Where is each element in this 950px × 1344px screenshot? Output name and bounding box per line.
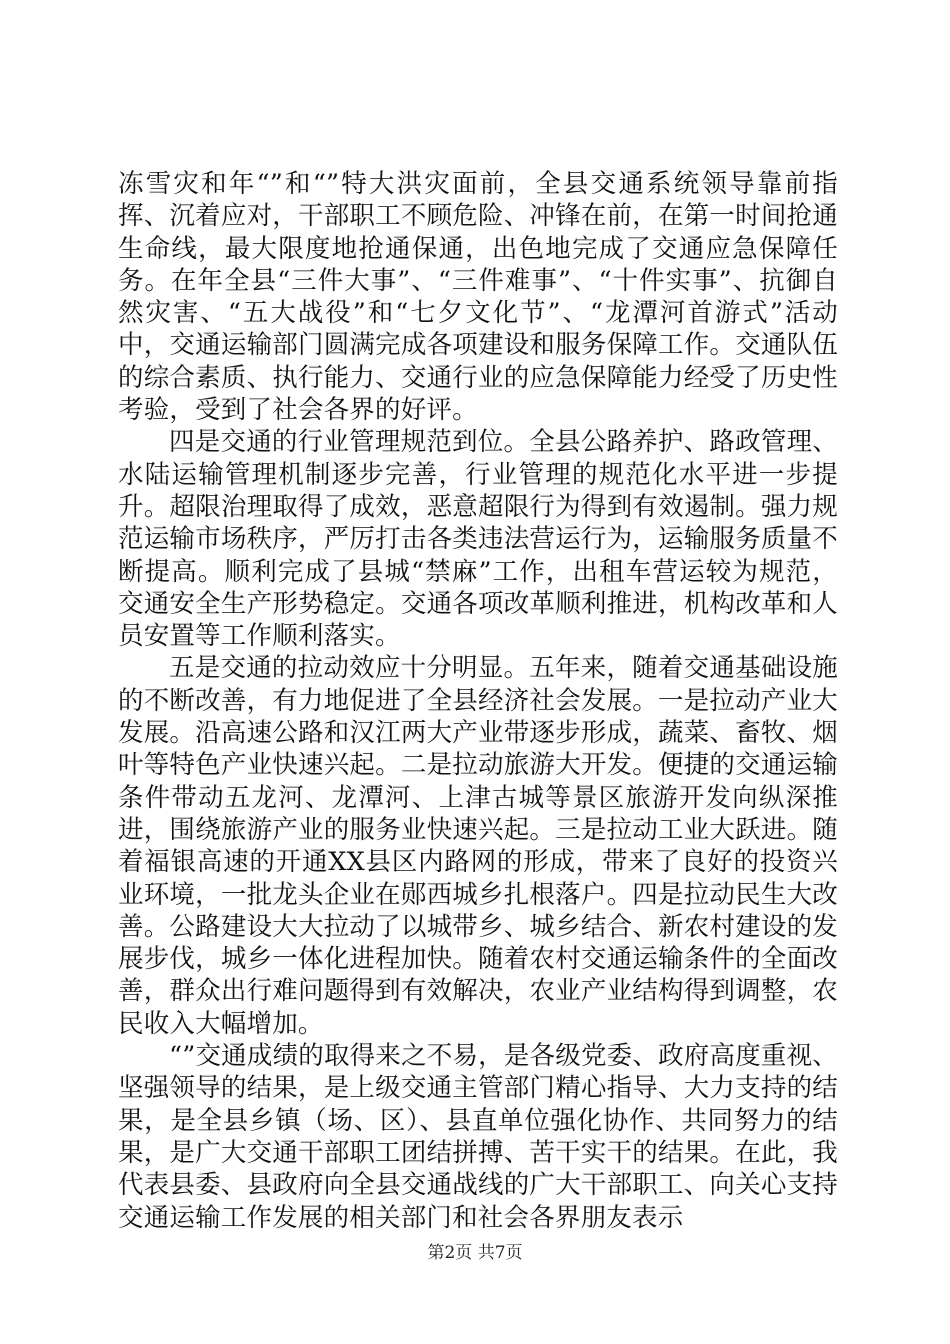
paragraph-1: 冻雪灾和年“”和“”特大洪灾面前，全县交通系统领导靠前指挥、沉着应对，干部职工不顾危险、冲锋在前，在第一时间抢通生命线，最大限度地抢通保通，出色地完成了交通应急保障任务。在年全县“三件大事”、“三件难事”、“十件实事”、抗御自然灾害、“五大战役”和“七夕文化节”、“龙潭河首游式”活动中，交通运输部门圆满完成各项建设和服务保障工作。交通队伍的综合素质、执行能力、交通行业的应急保障能力经受了历史性考验，受到了社会各界的好评。 — [118, 169, 838, 426]
paragraph-2: 四是交通的行业管理规范到位。全县公路养护、路政管理、水陆运输管理机制逐步完善，行业管理的规范化水平进一步提升。超限治理取得了成效，恶意超限行为得到有效遏制。强力规范运输市场秩序，严厉打击各类违法营运行为，运输服务质量不断提高。顺利完成了县城“禁麻”工作，出租车营运较为规范，交通安全生产形势稳定。交通各项改革顺利推进，机构改革和人员安置等工作顺利落实。 — [118, 427, 838, 652]
paragraph-4: “”交通成绩的取得来之不易，是各级党委、政府高度重视、坚强领导的结果，是上级交通主管部门精心指导、大力支持的结果，是全县乡镇（场、区）、县直单位强化协作、共同努力的结果，是广大交通干部职工团结拼搏、苦干实干的结果。在此，我代表县委、县政府向全县交通战线的广大干部职工、向关心支持交通运输工作发展的相关部门和社会各界朋友表示 — [118, 1041, 838, 1233]
paragraph-3: 五是交通的拉动效应十分明显。五年来，随着交通基础设施的不断改善，有力地促进了全县经济社会发展。一是拉动产业大发展。沿高速公路和汉江两大产业带逐步形成，蔬菜、畜牧、烟叶等特色产业快速兴起。二是拉动旅游大开发。便捷的交通运输条件带动五龙河、龙潭河、上津古城等景区旅游开发向纵深推进，围绕旅游产业的服务业快速兴起。三是拉动工业大跃进。随着福银高速的开通XX县区内路网的形成，带来了良好的投资兴业环境，一批龙头企业在郧西城乡扎根落户。四是拉动民生大改善。公路建设大大拉动了以城带乡、城乡结合、新农村建设的发展步伐，城乡一体化进程加快。随着农村交通运输条件的全面改善，群众出行难问题得到有效解决，农业产业结构得到调整，农民收入大幅增加。 — [118, 653, 838, 1039]
page-number-footer: 第2页 共7页 — [427, 1243, 523, 1263]
document-body — [118, 168, 838, 1234]
